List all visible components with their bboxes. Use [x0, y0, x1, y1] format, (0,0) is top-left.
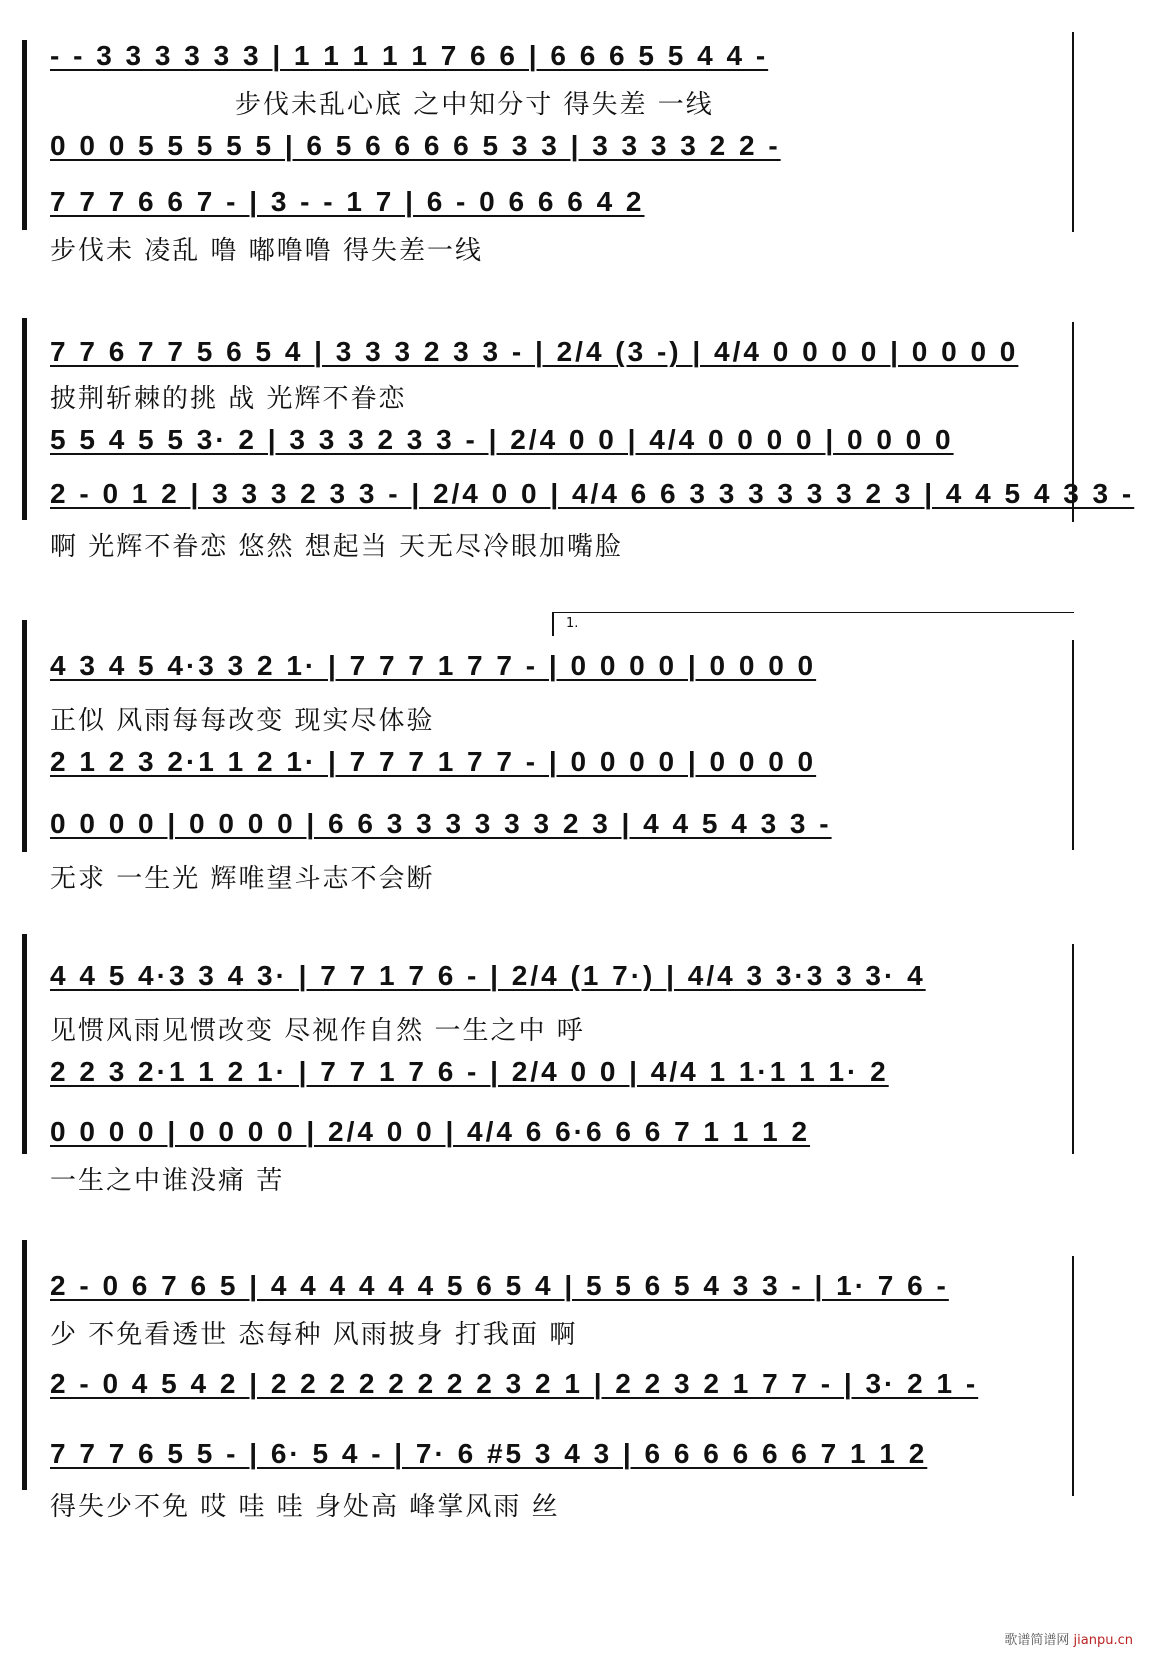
- soprano-lyrics: 披荆斩棘的挑 战 光辉不眷恋: [50, 384, 407, 414]
- system-end-barline: [1072, 944, 1074, 1154]
- volta-bracket-line: [552, 612, 1074, 613]
- bass-notes: 2 - 0 1 2 | 3 3 3 2 3 3 - | 2/4 0 0 | 4/4 6 6 3 3 3 3 3 3 2 3 | 4 4 5 4 3 3 -: [50, 478, 1135, 509]
- soprano-notes: - - 3 3 3 3 3 3 | 1 1 1 1 1 7 6 6 | 6 6 6 5 5 4 4 -: [50, 40, 769, 71]
- system-bracket: [22, 1240, 27, 1490]
- soprano-notes: 2 - 0 6 7 6 5 | 4 4 4 4 4 4 5 6 5 4 | 5 5 6 5 4 3 3 - | 1· 7 6 -: [50, 1270, 949, 1301]
- alto-notes: 2 - 0 4 5 4 2 | 2 2 2 2 2 2 2 2 3 2 1 | 2 2 3 2 1 7 7 - | 3· 2 1 -: [50, 1368, 979, 1399]
- bass-lyrics: 一生之中谁没痛 苦: [50, 1166, 285, 1196]
- site-name: 歌谱简谱网: [1004, 1633, 1070, 1648]
- soprano-lyrics: 步伐未乱心底 之中知分寸 得失差 一线: [235, 90, 714, 120]
- system-bracket: [22, 934, 27, 1154]
- volta-bracket-hook: [552, 612, 554, 636]
- alto-notes: 0 0 0 5 5 5 5 5 | 6 5 6 6 6 6 5 3 3 | 3 3 3 3 2 2 -: [50, 130, 781, 161]
- alto-notes: 5 5 4 5 5 3· 2 | 3 3 3 2 3 3 - | 2/4 0 0 | 4/4 0 0 0 0 | 0 0 0 0: [50, 424, 954, 455]
- bass-notes: 0 0 0 0 | 0 0 0 0 | 2/4 0 0 | 4/4 6 6·6 6 6 7 1 1 1 2: [50, 1116, 811, 1147]
- bass-notes: 0 0 0 0 | 0 0 0 0 | 6 6 3 3 3 3 3 3 2 3 | 4 4 5 4 3 3 -: [50, 808, 832, 839]
- soprano-lyrics: 少 不免看透世 态每种 风雨披身 打我面 啊: [50, 1320, 578, 1350]
- system-end-barline: [1072, 1256, 1074, 1496]
- site-watermark: [1004, 1629, 1133, 1648]
- soprano-notes: 4 3 4 5 4·3 3 2 1· | 7 7 7 1 7 7 - | 0 0 0 0 | 0 0 0 0: [50, 650, 817, 681]
- system-bracket: [22, 40, 27, 230]
- system-bracket: [22, 620, 27, 852]
- soprano-lyrics: 见惯风雨见惯改变 尽视作自然 一生之中 呼: [50, 1016, 585, 1046]
- soprano-notes: 7 7 6 7 7 5 6 5 4 | 3 3 3 2 3 3 - | 2/4 (3 -) | 4/4 0 0 0 0 | 0 0 0 0: [50, 336, 1019, 367]
- alto-notes: 2 1 2 3 2·1 1 2 1· | 7 7 7 1 7 7 - | 0 0 0 0 | 0 0 0 0: [50, 746, 817, 777]
- alto-notes: 2 2 3 2·1 1 2 1· | 7 7 1 7 6 - | 2/4 0 0 | 4/4 1 1·1 1 1· 2: [50, 1056, 889, 1087]
- system-end-barline: [1072, 640, 1074, 850]
- volta-label: 1.: [566, 616, 579, 631]
- system-end-barline: [1072, 32, 1074, 232]
- bass-lyrics: 无求 一生光 辉唯望斗志不会断: [50, 864, 435, 894]
- bass-lyrics: 步伐未 凌乱 噜 嘟噜噜 得失差一线: [50, 236, 484, 266]
- soprano-notes: 4 4 5 4·3 3 4 3· | 7 7 1 7 6 - | 2/4 (1 7·) | 4/4 3 3·3 3 3· 4: [50, 960, 926, 991]
- bass-notes: 7 7 7 6 5 5 - | 6· 5 4 - | 7· 6 #5 3 4 3 | 6 6 6 6 6 6 7 1 1 2: [50, 1438, 928, 1469]
- site-url: jianpu.cn: [1073, 1633, 1133, 1648]
- system-bracket: [22, 318, 27, 520]
- bass-lyrics: 啊 光辉不眷恋 悠然 想起当 天无尽冷眼加嘴脸: [50, 532, 624, 562]
- bass-lyrics: 得失少不免 哎 哇 哇 身处高 峰掌风雨 丝: [50, 1492, 560, 1522]
- bass-notes: 7 7 7 6 6 7 - | 3 - - 1 7 | 6 - 0 6 6 6 4 2: [50, 186, 645, 217]
- soprano-lyrics: 正似 风雨每每改变 现实尽体验: [50, 706, 435, 736]
